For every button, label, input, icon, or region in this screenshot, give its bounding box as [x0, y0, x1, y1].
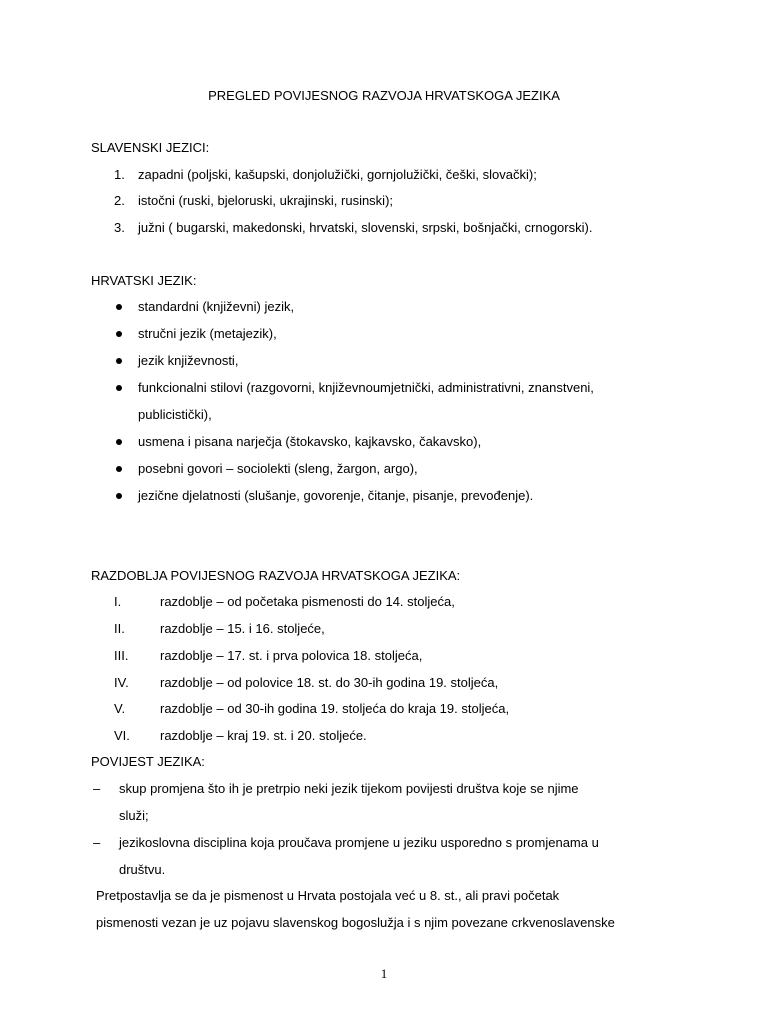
list-number: 3. — [114, 220, 125, 235]
list-item-text: skup promjena što ih je pretrpio neki jezik tijekom povijesti društva koje se njime — [119, 781, 579, 796]
bullet-icon — [116, 493, 122, 499]
bullet-icon — [116, 358, 122, 364]
list-item-text: južni ( bugarski, makedonski, hrvatski, slovenski, srpski, bošnjački, crnogorski). — [138, 220, 593, 235]
list-item-text: jezik književnosti, — [138, 353, 239, 368]
list-item-text: razdoblje – od polovice 18. st. do 30-ih godina 19. stoljeća, — [160, 675, 499, 690]
list-item-text: razdoblje – kraj 19. st. i 20. stoljeće. — [160, 728, 367, 743]
bullet-icon — [116, 439, 122, 445]
list-item-text: jezikoslovna disciplina koja proučava promjene u jeziku usporedno s promjenama u — [119, 835, 599, 850]
list-number: 1. — [114, 167, 125, 182]
list-item-text: jezične djelatnosti (slušanje, govorenje, čitanje, pisanje, prevođenje). — [138, 488, 534, 503]
list-item-text: posebni govori – sociolekti (sleng, žargon, argo), — [138, 461, 418, 476]
list-item-text: stručni jezik (metajezik), — [138, 326, 277, 341]
section-heading-slavenski: SLAVENSKI JEZICI: — [91, 140, 210, 155]
list-number: III. — [114, 648, 129, 663]
dash-marker: – — [93, 781, 101, 796]
bullet-icon — [116, 331, 122, 337]
paragraph-line: Pretpostavlja se da je pismenost u Hrvata postojala već u 8. st., ali pravi početak — [96, 888, 560, 903]
list-number: IV. — [114, 675, 129, 690]
section-heading-razdoblja: RAZDOBLJA POVIJESNOG RAZVOJA HRVATSKOGA JEZIKA: — [91, 568, 461, 583]
list-number: I. — [114, 594, 122, 609]
list-number: V. — [114, 701, 126, 716]
section-heading-povijest: POVIJEST JEZIKA: — [91, 754, 205, 769]
list-item-text: zapadni (poljski, kašupski, donjolužički, gornjolužički, češki, slovački); — [138, 167, 537, 182]
list-item-continuation: publicistički), — [138, 407, 212, 422]
list-item-continuation: društvu. — [119, 862, 166, 877]
section-heading-hrvatski: HRVATSKI JEZIK: — [91, 273, 197, 288]
list-item-text: usmena i pisana narječja (štokavsko, kajkavsko, čakavsko), — [138, 434, 482, 449]
bullet-icon — [116, 304, 122, 310]
list-item-text: funkcionalni stilovi (razgovorni, književnoumjetnički, administrativni, znanstveni, — [138, 380, 594, 395]
list-number: VI. — [114, 728, 130, 743]
list-item-continuation: služi; — [119, 808, 149, 823]
list-item-text: razdoblje – 15. i 16. stoljeće, — [160, 621, 325, 636]
list-item-text: razdoblje – 17. st. i prva polovica 18. stoljeća, — [160, 648, 423, 663]
list-item-text: istočni (ruski, bjeloruski, ukrajinski, rusinski); — [138, 193, 394, 208]
bullet-icon — [116, 466, 122, 472]
list-item-text: razdoblje – od početaka pismenosti do 14. stoljeća, — [160, 594, 455, 609]
dash-marker: – — [93, 835, 101, 850]
list-item-text: razdoblje – od 30-ih godina 19. stoljeća do kraja 19. stoljeća, — [160, 701, 510, 716]
list-number: II. — [114, 621, 125, 636]
document-title: PREGLED POVIJESNOG RAZVOJA HRVATSKOGA JEZIKA — [208, 88, 560, 103]
bullet-icon — [116, 385, 122, 391]
list-number: 2. — [114, 193, 125, 208]
list-item-text: standardni (književni) jezik, — [138, 299, 295, 314]
paragraph-line: pismenosti vezan je uz pojavu slavenskog bogoslužja i s njim povezane crkvenoslavenske — [96, 915, 615, 930]
page-number: 1 — [380, 966, 388, 981]
